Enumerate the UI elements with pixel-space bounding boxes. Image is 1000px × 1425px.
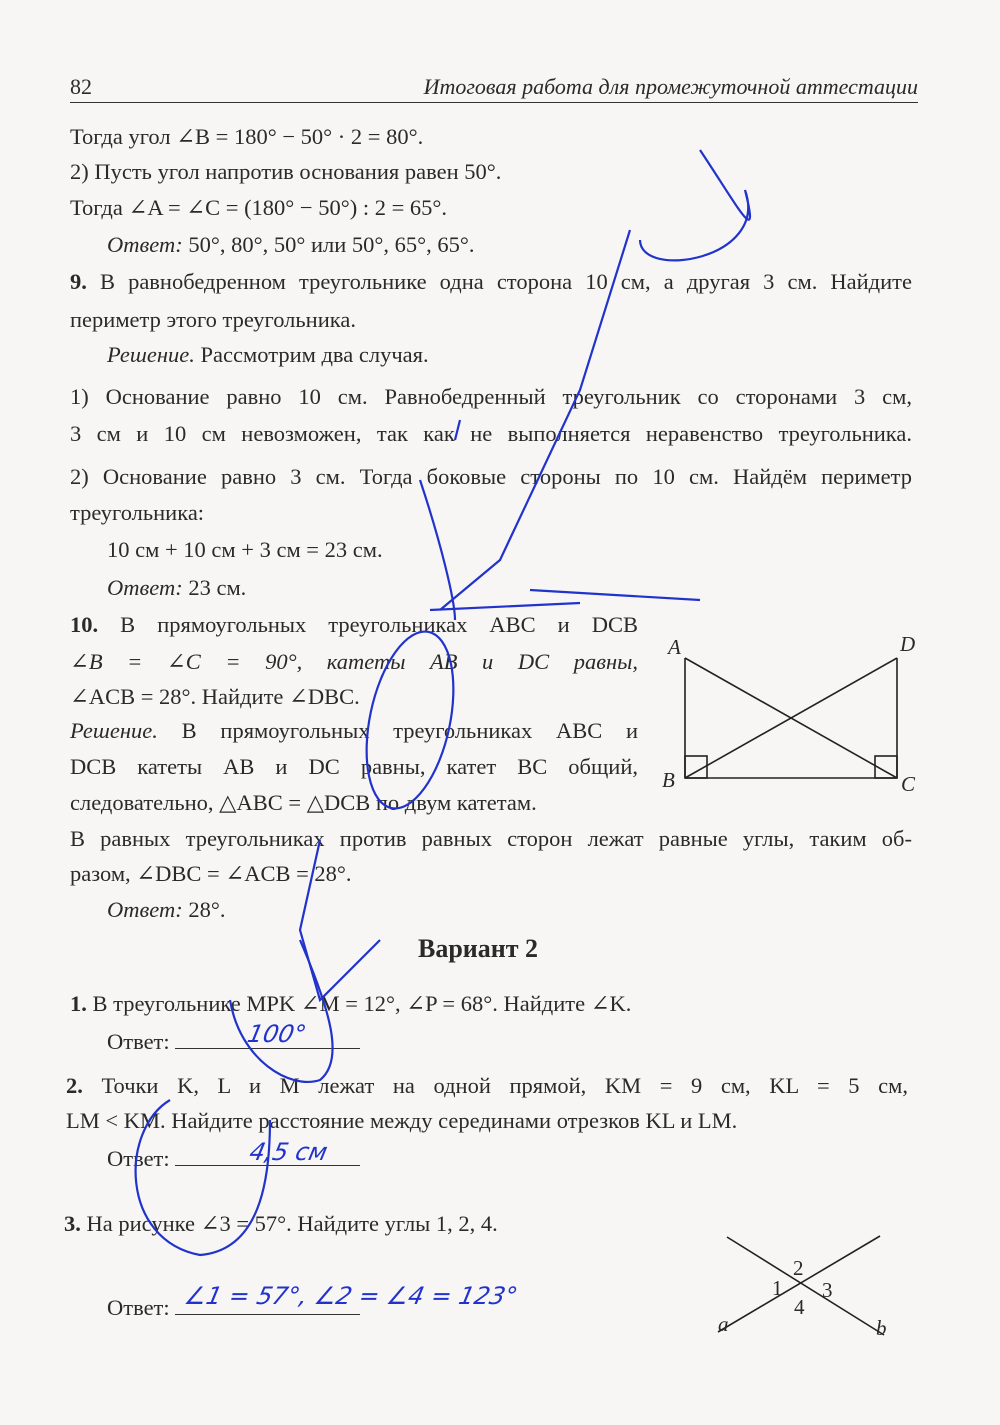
text-line: ∠B = ∠C = 90°, катеты AB и DC равны, — [70, 649, 638, 674]
problem-text: В равнобедренном треугольнике одна сторона 10 см, а другая 3 см. Найдите — [99, 269, 912, 294]
angle-label-2: 2 — [793, 1256, 804, 1280]
handwritten-answer: 4,5 см — [247, 1138, 331, 1166]
solution-label: Решение. — [70, 718, 158, 743]
text-line: треугольника: — [70, 500, 205, 525]
solution-text: В прямоугольных треугольниках ABC и — [181, 718, 638, 743]
text-line: 2) Пусть угол напротив основания равен 50°. — [70, 159, 502, 184]
page-number: 82 — [70, 74, 92, 99]
task-text: Точки K, L и M лежат на одной прямой, KM = 9 см, KL = 5 см, — [101, 1073, 908, 1098]
task-number: 2. — [66, 1073, 83, 1098]
answer-text: 28°. — [188, 897, 226, 922]
text-line: Тогда угол ∠B = 180° − 50° · 2 = 80°. — [70, 124, 424, 149]
answer-label: Ответ: — [107, 1295, 170, 1320]
variant-title: Вариант 2 — [418, 934, 539, 963]
pen-marks — [136, 150, 750, 1255]
text-line: DCB катеты AB и DC равны, катет BC общий, — [70, 754, 638, 779]
handwritten-answer: ∠1 = 57°, ∠2 = ∠4 = 123° — [182, 1282, 521, 1310]
answer-text: 23 см. — [188, 575, 247, 600]
solution-label: Решение. — [107, 342, 195, 367]
text-line: Тогда ∠A = ∠C = (180° − 50°) : 2 = 65°. — [70, 195, 448, 220]
text-line: ∠ACB = 28°. Найдите ∠DBC. — [70, 684, 360, 709]
task-number: 3. — [64, 1211, 81, 1236]
text-line: разом, ∠DBC = ∠ACB = 28°. — [70, 861, 352, 886]
answer-label: Ответ: — [107, 1029, 170, 1054]
answer-label: Ответ: — [107, 232, 183, 257]
angle-label-3: 3 — [822, 1278, 833, 1302]
text-line: 1) Основание равно 10 см. Равнобедренный треугольник со сторонами 3 см, — [70, 384, 912, 409]
text-line: 2) Основание равно 3 см. Тогда боковые стороны по 10 см. Найдём периметр — [70, 464, 912, 489]
task-number: 1. — [70, 991, 87, 1016]
angle-label-1: 1 — [772, 1276, 783, 1300]
problem-number: 10. — [70, 612, 99, 637]
text-line: 3 см и 10 см невозможен, так как не выполняется неравенство треугольника. — [70, 421, 912, 446]
vertex-label-c: C — [901, 772, 916, 796]
text-line: следовательно, △ABC = △DCB по двум катетам. — [70, 790, 537, 815]
task-text: В треугольнике MPK ∠M = 12°, ∠P = 68°. Найдите ∠K. — [92, 991, 632, 1016]
answer-label: Ответ: — [107, 575, 183, 600]
angle-label-4: 4 — [794, 1295, 805, 1319]
text-line: периметр этого треугольника. — [70, 307, 356, 332]
problem-number: 9. — [70, 269, 87, 294]
text-line: 10 см + 10 см + 3 см = 23 см. — [107, 537, 383, 562]
handwritten-answer: 100° — [245, 1020, 309, 1048]
solution-text: Рассмотрим два случая. — [200, 342, 429, 367]
text-line: LM < KM. Найдите расстояние между серединами отрезков KL и LM. — [66, 1108, 738, 1133]
answer-label: Ответ: — [107, 897, 183, 922]
text-line: В равных треугольниках против равных сторон лежат равные углы, таким об- — [70, 826, 912, 851]
task-text: На рисунке ∠3 = 57°. Найдите углы 1, 2, 4. — [86, 1211, 498, 1236]
problem-text: В прямоугольных треугольниках ABC и DCB — [120, 612, 639, 637]
vertex-label-b: B — [662, 768, 675, 792]
rectangle-figure — [685, 658, 897, 778]
line-label-a: a — [718, 1312, 729, 1336]
answer-label: Ответ: — [107, 1146, 170, 1171]
answer-text: 50°, 80°, 50° или 50°, 65°, 65°. — [188, 232, 475, 257]
intersecting-lines-figure — [718, 1236, 884, 1335]
vertex-label-a: A — [668, 635, 681, 659]
line-label-b: b — [876, 1316, 887, 1340]
vertex-label-d: D — [900, 632, 916, 656]
running-title: Итоговая работа для промежуточной аттестации — [423, 74, 918, 99]
